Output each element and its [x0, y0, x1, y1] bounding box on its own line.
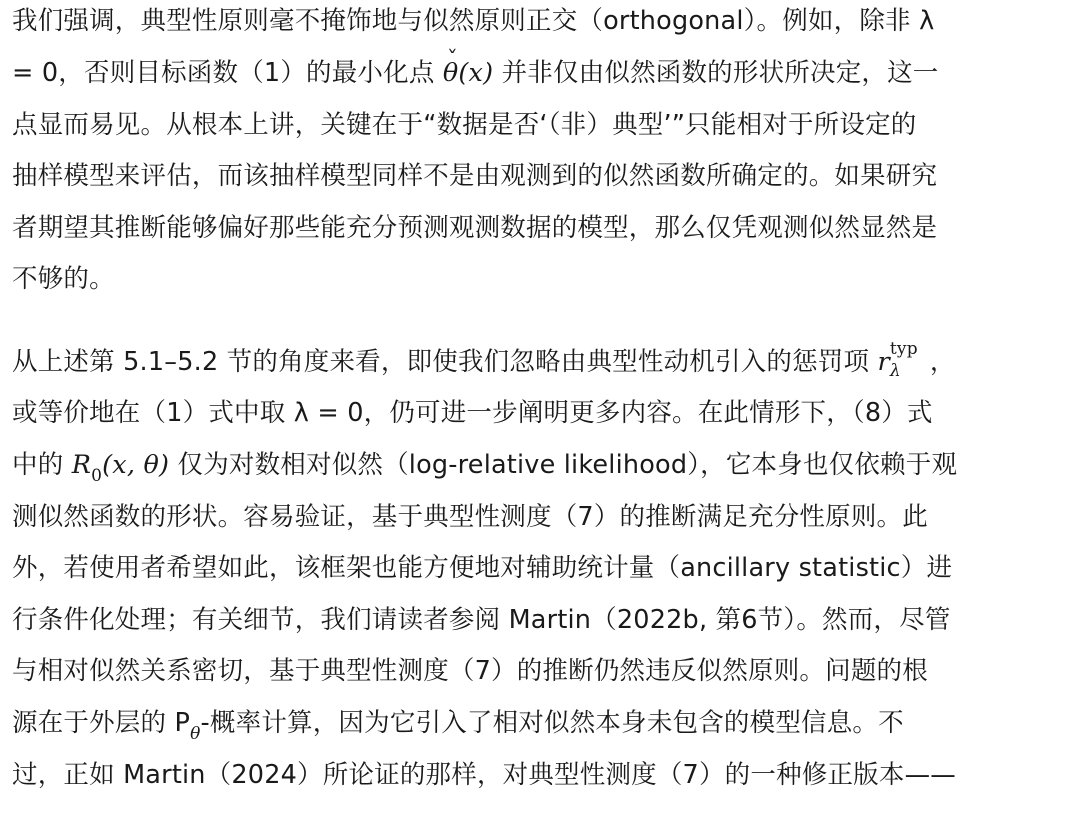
math-theta-check: ˇ θ [443, 56, 459, 90]
math-sup-typ: typ [889, 339, 918, 359]
text-line: 抽样模型来评估，而该抽样模型同样不是由观测到的似然函数所确定的。如果研究 [12, 161, 938, 191]
math-R: R [71, 450, 92, 480]
text-line: 或等价地在（1）式中取 λ = 0，仍可进一步阐明更多内容。在此情形下，（8）式 [12, 398, 933, 428]
math-arg: (x) [458, 58, 494, 88]
text-line: 外，若使用者希望如此，该框架也能方便地对辅助统计量（ancillary statistic）进 [12, 553, 953, 583]
text-line [12, 706, 904, 751]
text-line: 与相对似然关系密切，基于典型性测度（7）的推断仍然违反似然原则。问题的根 [12, 656, 928, 686]
text-line [12, 56, 939, 90]
text-line: 测似然函数的形状。容易验证，基于典型性测度（7）的推断满足充分性原则。此 [12, 502, 928, 532]
math-sub-lambda: λ [889, 361, 901, 381]
text-line: 行条件化处理；有关细节，我们请读者参阅 Martin（2022b, 第6节）。然而，尽管 [12, 605, 951, 635]
text-line [12, 448, 957, 493]
math-r: r [877, 347, 890, 377]
text-span: -概率计算，因为它引入了相对似然本身未包含的模型信息。不 [200, 708, 904, 738]
text-line: 点显而易见。从根本上讲，关键在于“数据是否‘（非）典型’”只能相对于所设定的 [12, 110, 917, 140]
text-line: 我们强调，典型性原则毫不掩饰地与似然原则正交（orthogonal）。例如，除非 λ [12, 6, 935, 36]
math-sub-theta: θ [190, 724, 201, 744]
math-sub-0: 0 [91, 466, 103, 486]
math-args: (x, θ) [102, 450, 170, 480]
math-supsub [889, 339, 930, 381]
text-span: 从上述第 5.1–5.2 节的角度来看，即使我们忽略由典型性动机引入的惩罚项 [12, 347, 878, 377]
text-span: 并非仅由似然函数的形状所决定，这一 [493, 58, 939, 88]
text-line [12, 339, 956, 381]
text-span: 源在于外层的 P [12, 708, 191, 738]
text-line: 过，正如 Martin（2024）所论证的那样，对典型性测度（7）的一种修正版本—— [12, 760, 956, 790]
text-line: 者期望其推断能够偏好那些能充分预测观测数据的模型，那么仅凭观测似然显然是 [12, 213, 938, 243]
text-span: 仅为对数相对似然（log-relative likelihood），它本身也仅依赖于观 [169, 450, 958, 480]
text-span: 中的 [12, 450, 72, 480]
text-span: ， [929, 347, 956, 377]
text-span: = 0，否则目标函数（1）的最小化点 [12, 58, 443, 88]
text-line: 不够的。 [12, 264, 115, 294]
